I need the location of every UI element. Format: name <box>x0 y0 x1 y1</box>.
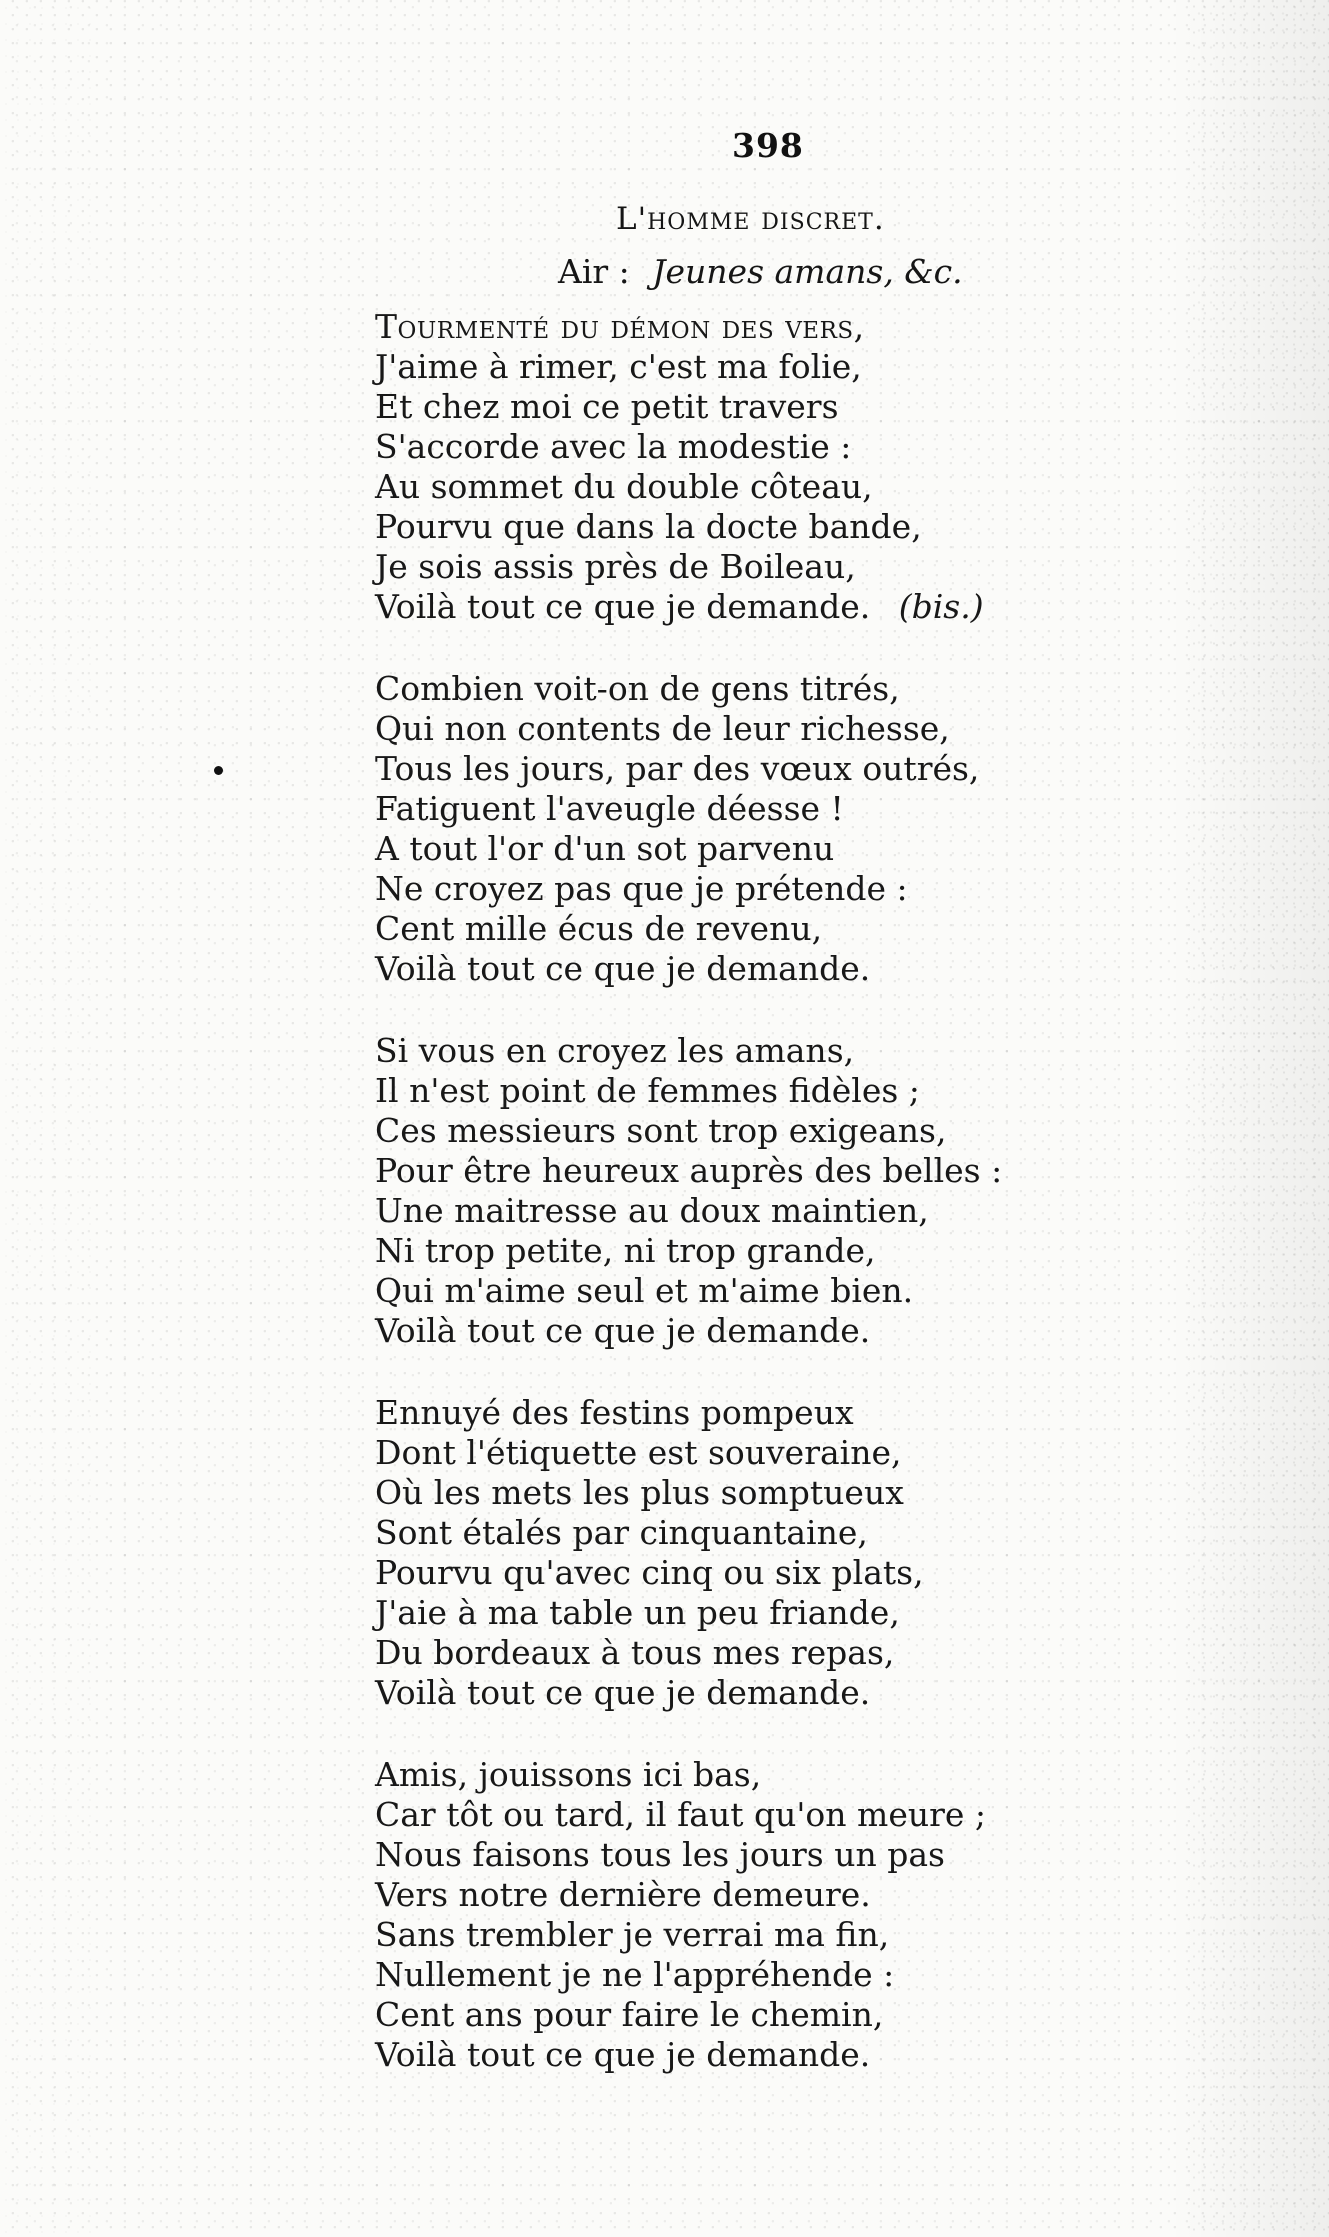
verse-line: A tout l'or d'un sot parvenu <box>375 829 835 868</box>
verse-line: Ni trop petite, ni trop grande, <box>375 1231 876 1270</box>
verse-line: J'aime à rimer, c'est ma folie, <box>375 347 862 386</box>
verse-line: Je sois assis près de Boileau, <box>375 547 856 586</box>
verse-line: Voilà tout ce que je demande. <box>375 2035 871 2074</box>
verse-line: Pour être heureux auprès des belles : <box>375 1151 1003 1190</box>
air-label: Air : <box>558 252 630 291</box>
poem-title: L'homme discret. <box>616 201 885 237</box>
verse-line: Qui non contents de leur richesse, <box>375 709 950 748</box>
verse-line: Ces messieurs sont trop exigeans, <box>375 1111 947 1150</box>
verse-line: Voilà tout ce que je demande. <box>375 1673 871 1712</box>
tune-name: Jeunes amans, &c. <box>652 252 963 291</box>
verse-line: Nullement je ne l'appréhende : <box>375 1955 895 1994</box>
verse-line: Pourvu que dans la docte bande, <box>375 507 922 546</box>
left-page-noise <box>0 0 95 2237</box>
verse-line: Une maitresse au doux maintien, <box>375 1191 929 1230</box>
repeat-marker: (bis.) <box>898 587 984 626</box>
verse-line: Dont l'étiquette est souveraine, <box>375 1433 902 1472</box>
tune-line <box>558 252 963 291</box>
ink-speck <box>214 766 223 775</box>
stanza-1 <box>375 307 1065 627</box>
verse-line: Car tôt ou tard, il faut qu'on meure ; <box>375 1795 987 1834</box>
verse-text: Voilà tout ce que je demande. <box>375 587 871 626</box>
verse-line: Ne croyez pas que je prétende : <box>375 869 908 908</box>
verse-line: Tous les jours, par des vœux outrés, <box>375 749 980 788</box>
verse-line: Et chez moi ce petit travers <box>375 387 839 426</box>
verse-line: Voilà tout ce que je demande. <box>375 1311 871 1350</box>
verse-line <box>375 587 1065 627</box>
verse-line: S'accorde avec la modestie : <box>375 427 852 466</box>
verse-line: Voilà tout ce que je demande. <box>375 949 871 988</box>
verse-line: Ennuyé des festins pompeux <box>375 1393 854 1432</box>
verse-line: Où les mets les plus somptueux <box>375 1473 904 1512</box>
verse-line: Sans trembler je verrai ma fin, <box>375 1915 890 1954</box>
verse-line: Cent ans pour faire le chemin, <box>375 1995 884 2034</box>
verse-line: Vers notre dernière demeure. <box>375 1875 871 1914</box>
verse-line: Qui m'aime seul et m'aime bien. <box>375 1271 914 1310</box>
poem-body <box>375 307 1065 2117</box>
stanza-2 <box>375 669 1065 989</box>
stanza-3 <box>375 1031 1065 1351</box>
verse-text: Tourmenté du démon des vers, <box>375 307 865 346</box>
verse-line: Nous faisons tous les jours un pas <box>375 1835 945 1874</box>
stanza-5 <box>375 1755 1065 2075</box>
verse-line <box>375 307 1065 347</box>
page-number: 398 <box>732 126 804 165</box>
verse-line: Si vous en croyez les amans, <box>375 1031 855 1070</box>
verse-line: Amis, jouissons ici bas, <box>375 1755 762 1794</box>
verse-line: Combien voit-on de gens titrés, <box>375 669 900 708</box>
verse-line: Pourvu qu'avec cinq ou six plats, <box>375 1553 924 1592</box>
verse-line: Du bordeaux à tous mes repas, <box>375 1633 895 1672</box>
verse-line: Cent mille écus de revenu, <box>375 909 823 948</box>
verse-line: Fatiguent l'aveugle déesse ! <box>375 789 844 828</box>
right-edge-noise <box>1189 0 1329 2237</box>
stanza-4 <box>375 1393 1065 1713</box>
verse-line: Il n'est point de femmes fidèles ; <box>375 1071 920 1110</box>
verse-line: Au sommet du double côteau, <box>375 467 873 506</box>
verse-line: Sont étalés par cinquantaine, <box>375 1513 868 1552</box>
verse-line: J'aie à ma table un peu friande, <box>375 1593 900 1632</box>
